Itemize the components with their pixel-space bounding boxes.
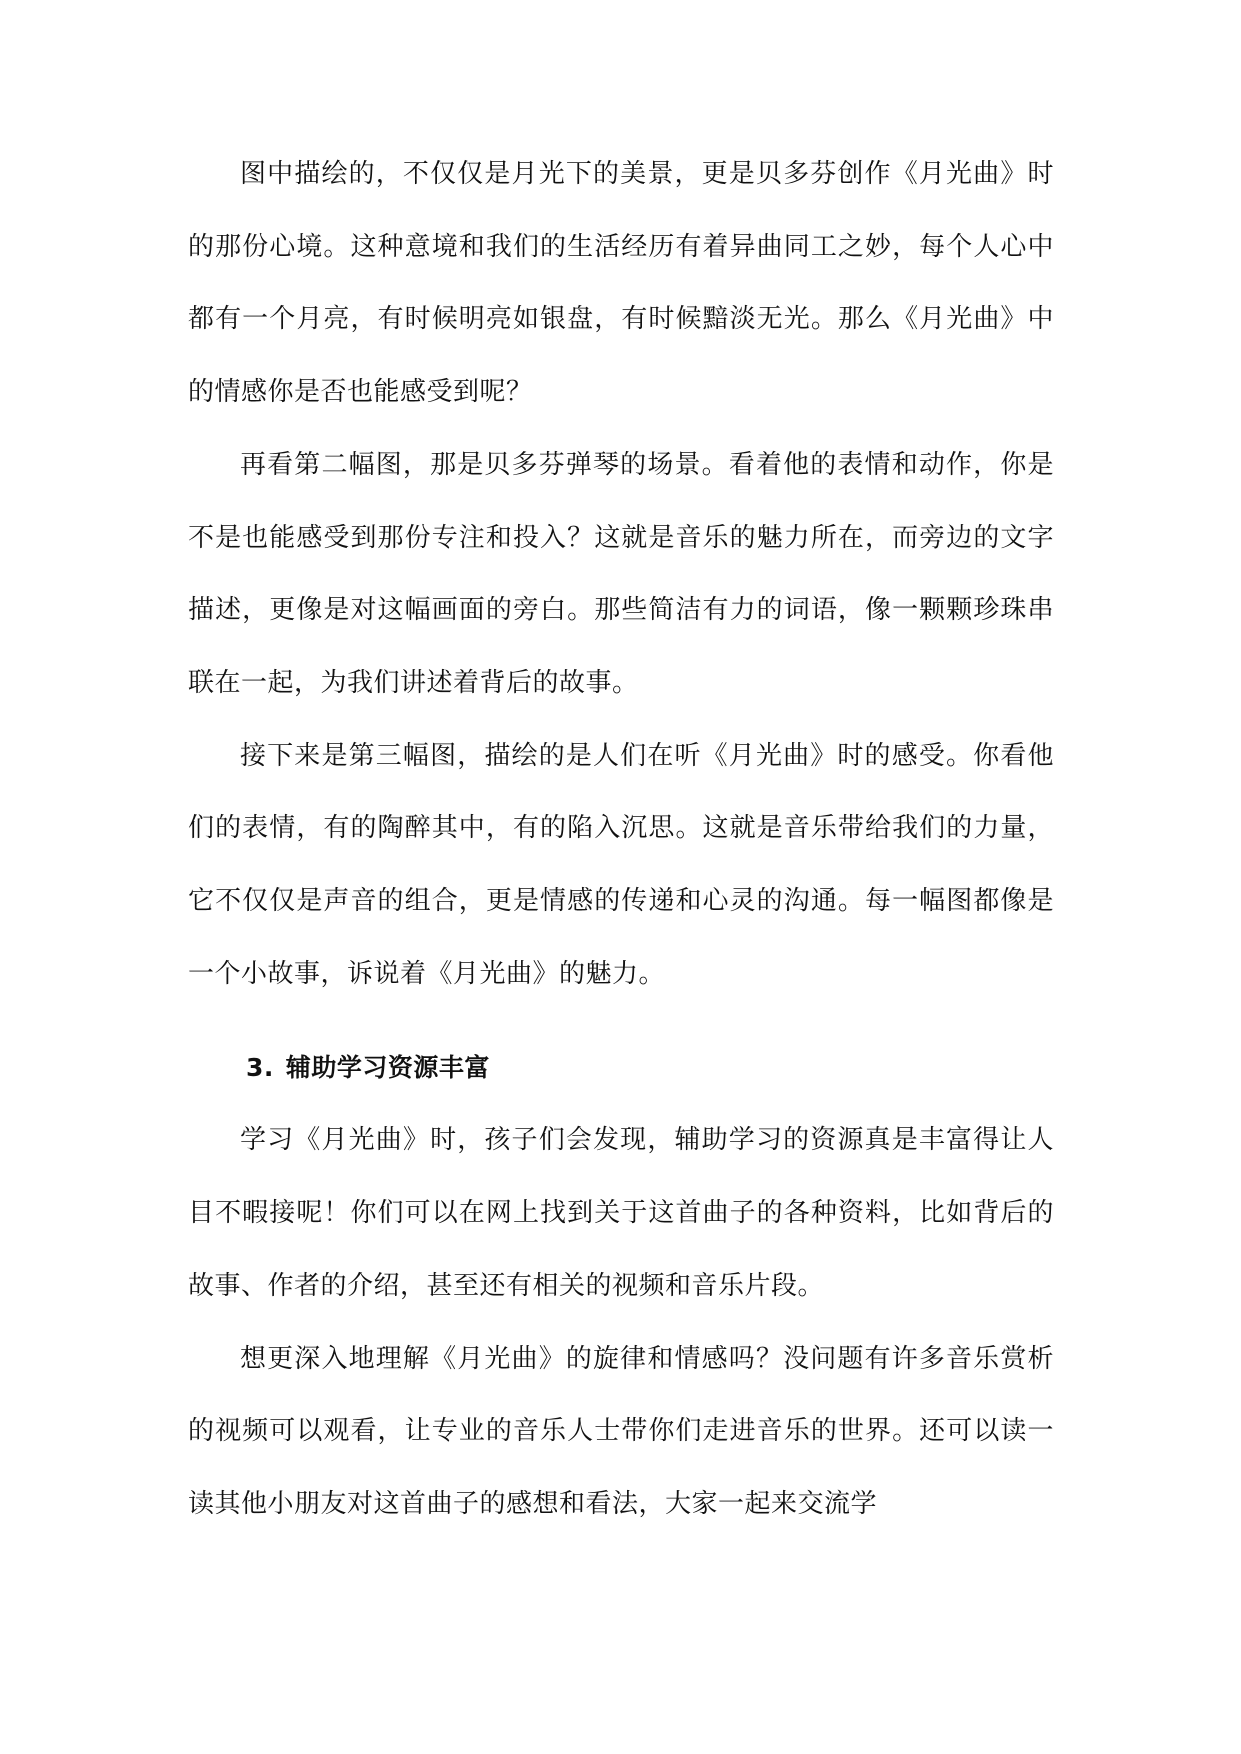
section-title: 辅助学习资源丰富 [285, 1053, 490, 1083]
paragraph-learning-resources: 学习《月光曲》时，孩子们会发现，辅助学习的资源真是丰富得让人目不暇接呢！你们可以在网上找到关于这首曲子的各种资料，比如背后的故事、作者的介绍，甚至还有相关的视频和音乐片段。 [188, 1125, 1054, 1301]
paragraph-music-appreciation: 想更深入地理解《月光曲》的旋律和情感吗？没问题有许多音乐赏析的视频可以观看，让专业的音乐人士带你们走进音乐的世界。还可以读一读其他小朋友对这首曲子的感想和看法，大家一起来交流学 [188, 1343, 1054, 1519]
section-number: 3. [246, 1053, 274, 1083]
section-heading [188, 1032, 1054, 1104]
paragraph-moonlight-mood: 图中描绘的，不仅仅是月光下的美景，更是贝多芬创作《月光曲》时的那份心境。这种意境和我们的生活经历有着异曲同工之妙，每个人心中都有一个月亮，有时候明亮如银盘，有时候黯淡无光。那么《月光曲》中的情感你是否也能感受到呢？ [188, 159, 1054, 408]
document-body [188, 138, 1054, 1541]
paragraph-third-picture: 接下来是第三幅图，描绘的是人们在听《月光曲》时的感受。你看他们的表情，有的陶醉其中，有的陷入沉思。这就是音乐带给我们的力量，它不仅仅是声音的组合，更是情感的传递和心灵的沟通。每一幅图都像是一个小故事，诉说着《月光曲》的魅力。 [188, 740, 1054, 989]
paragraph-second-picture: 再看第二幅图，那是贝多芬弹琴的场景。看着他的表情和动作，你是不是也能感受到那份专注和投入？这就是音乐的魅力所在，而旁边的文字描述，更像是对这幅画面的旁白。那些简洁有力的词语，像一颗颗珍珠串联在一起，为我们讲述着背后的故事。 [188, 449, 1054, 698]
